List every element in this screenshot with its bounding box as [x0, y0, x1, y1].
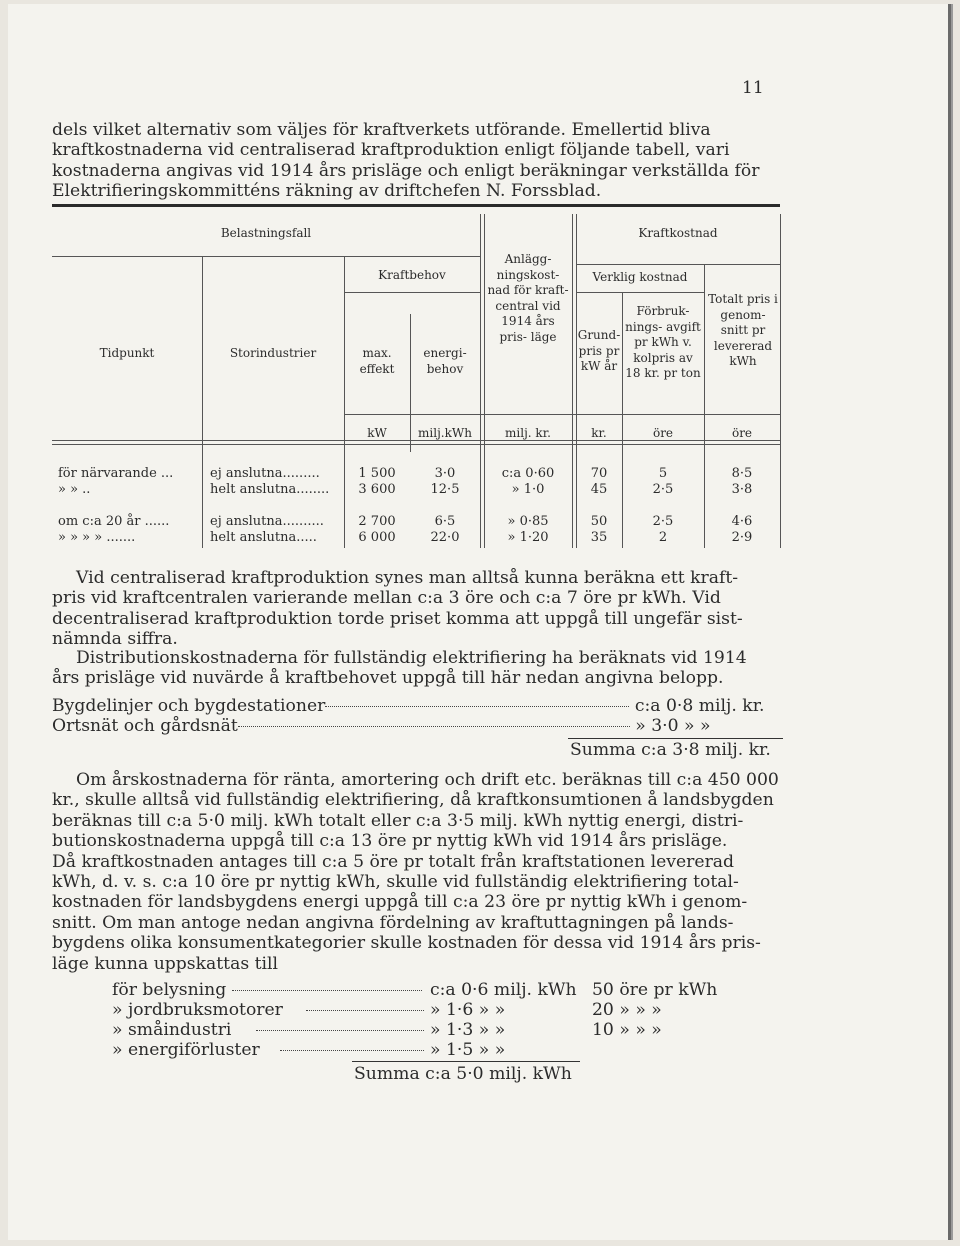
cell-energibehov: 12·5 [430, 482, 460, 497]
cell-storindustrier: ej anslutna......... [210, 466, 320, 481]
cell-storindustrier: ej anslutna.......... [210, 514, 324, 529]
cell-grundpris: 50 [590, 514, 608, 529]
header-verklig-kostnad: Verklig kostnad [592, 270, 688, 284]
unit-milj-kwh: milj.kWh [418, 426, 472, 440]
header-totalt-pris: Totalt pris i genom- snitt pr levererad kWh [708, 292, 778, 368]
text-line: beräknas till c:a 5·0 milj. kWh totalt eller c:a 3·5 milj. kWh nyttig energi, distri- [52, 810, 744, 831]
cell-totalt: 3·8 [731, 482, 753, 497]
text-line: Distributionskostnaderna för fullständig elektrifiering ha beräknats vid 1914 [76, 648, 747, 668]
header-energibehov: energi- behov [423, 346, 467, 376]
header-tidpunkt: Tidpunkt [99, 346, 155, 360]
cell-tidpunkt: » » .. [58, 482, 91, 497]
cell-anlaggning: » 0·85 [507, 514, 549, 529]
cell-tidpunkt: för närvarande ... [58, 466, 174, 481]
cell-grundpris: 35 [590, 530, 608, 545]
header-belastningsfall: Belastningsfall [220, 226, 312, 240]
cell-storindustrier: helt anslutna........ [210, 482, 330, 497]
cell-forbrukning: 2·5 [652, 482, 674, 497]
allocation-price: 20 » » » [592, 1000, 662, 1020]
unit-milj-kr: milj. kr. [505, 426, 551, 440]
paragraph-arskostnader [52, 770, 787, 974]
budget-value: » 3·0 » » [635, 716, 711, 736]
page-number: 11 [742, 78, 764, 98]
cost-table [52, 208, 782, 558]
text-line: Om årskostnaderna för ränta, amortering och drift etc. beräknas till c:a 450 000 [76, 770, 779, 790]
unit-kr: kr. [591, 426, 607, 440]
header-kraftbehov: Kraftbehov [378, 268, 446, 282]
unit-ore: öre [652, 426, 674, 440]
cell-max-effekt: 3 600 [358, 482, 396, 497]
allocation-summa: Summa c:a 5·0 milj. kWh [354, 1064, 572, 1084]
text-line: års prisläge vid nuvärde å kraftbehovet uppgå till här nedan angivna belopp. [52, 668, 724, 689]
paragraph-kraftpris [52, 568, 787, 650]
text-line: kraftkostnaderna vid centraliserad kraftproduktion enligt följande tabell, vari [52, 140, 730, 161]
text-line: Vid centraliserad kraftproduktion synes man alltså kunna beräkna ett kraft- [76, 568, 739, 588]
cell-totalt: 2·9 [731, 530, 753, 545]
cell-totalt: 8·5 [731, 466, 753, 481]
cell-anlaggning: » 1·0 [511, 482, 545, 497]
text-line: Elektrifieringskommitténs räkning av driftchefen N. Forssblad. [52, 181, 602, 202]
cell-max-effekt: 1 500 [358, 466, 396, 481]
allocation-amount: c:a 0·6 milj. kWh [430, 980, 577, 1000]
cell-grundpris: 45 [590, 482, 608, 497]
text-line: dels vilket alternativ som väljes för kraftverkets utförande. Emellertid bliva [52, 120, 711, 140]
budget-summa: Summa c:a 3·8 milj. kr. [570, 740, 771, 760]
table-top-rule [52, 204, 780, 207]
allocation-label: » småindustri [112, 1020, 232, 1040]
allocation-price: 10 » » » [592, 1020, 662, 1040]
cell-max-effekt: 2 700 [358, 514, 396, 529]
budget-label: Ortsnät och gårdsnät [52, 716, 238, 736]
cell-anlaggning: » 1·20 [507, 530, 549, 545]
budget-row [52, 716, 711, 736]
text-line: kostnaderna angivas vid 1914 års prisläge och enligt beräkningar verkställda för [52, 160, 760, 181]
unit-ore-total: öre [731, 426, 753, 440]
header-anlaggningskostnad: Anlägg- ningskost- nad för kraft- central vid 1914 års pris- läge [487, 252, 569, 344]
cell-energibehov: 22·0 [430, 530, 460, 545]
cell-anlaggning: c:a 0·60 [501, 466, 555, 481]
sum-rule [352, 1061, 580, 1062]
cell-grundpris: 70 [590, 466, 608, 481]
header-kraftkostnad: Kraftkostnad [638, 226, 718, 240]
cell-max-effekt: 6 000 [358, 530, 396, 545]
text-line: butionskostnaderna uppgå till c:a 13 öre pr nyttig kWh vid 1914 års prisläge. [52, 831, 728, 852]
paragraph-distribution [52, 648, 787, 689]
budget-value: c:a 0·8 milj. kr. [634, 696, 765, 716]
cell-energibehov: 3·0 [434, 466, 456, 481]
budget-label: Bygdelinjer och bygdestationer [52, 696, 326, 716]
cell-forbrukning: 5 [658, 466, 668, 481]
cell-tidpunkt: om c:a 20 år ...... [58, 514, 170, 529]
cell-energibehov: 6·5 [434, 514, 456, 529]
text-line: bygdens olika konsumentkategorier skulle kostnaden för dessa vid 1914 års pris- [52, 933, 761, 954]
unit-kw: kW [367, 426, 387, 440]
intro-paragraph [52, 120, 787, 202]
header-grundpris: Grund- pris pr kW år [577, 328, 621, 373]
cell-forbrukning: 2 [658, 530, 668, 545]
text-line: nämnda siffra. [52, 629, 178, 650]
text-line: pris vid kraftcentralen varierande mellan c:a 3 öre och c:a 7 öre pr kWh. Vid [52, 588, 721, 609]
allocation-amount: » 1·3 » » [430, 1020, 506, 1040]
allocation-label: » jordbruksmotorer [112, 1000, 283, 1020]
allocation-amount: » 1·5 » » [430, 1040, 506, 1060]
text-line: läge kunna uppskattas till [52, 953, 279, 974]
cell-storindustrier: helt anslutna..... [210, 530, 317, 545]
cell-forbrukning: 2·5 [652, 514, 674, 529]
sum-rule [568, 738, 783, 739]
allocation-price: 50 öre pr kWh [592, 980, 718, 1000]
header-storindustrier: Storindustrier [229, 346, 317, 360]
text-line: decentraliserad kraftproduktion torde priset komma att uppgå till ungefär sist- [52, 608, 743, 629]
text-line: kWh, d. v. s. c:a 10 öre pr nyttig kWh, skulle vid fullständig elektrifiering total- [52, 872, 739, 893]
text-line: kr., skulle alltså vid fullständig elektrifiering, då kraftkonsumtionen å landsbygden [52, 790, 774, 811]
cell-tidpunkt: » » » » ....... [58, 530, 136, 545]
header-max-effekt: max. effekt [359, 346, 395, 376]
allocation-label: för belysning [112, 980, 227, 1000]
text-line: kostnaden för landsbygdens energi uppgå till c:a 23 öre pr nyttig kWh i genom- [52, 892, 748, 913]
header-forbrukningsavgift: Förbruk- nings- avgift pr kWh v. kolpris av 18 kr. pr ton [625, 304, 701, 380]
allocation-label: » energiförluster [112, 1040, 260, 1060]
cell-totalt: 4·6 [731, 514, 753, 529]
text-line: Då kraftkostnaden antages till c:a 5 öre pr totalt från kraftstationen levererad [52, 851, 735, 872]
budget-row [52, 696, 765, 716]
text-line: snitt. Om man antoge nedan angivna fördelning av kraftuttagningen på lands- [52, 912, 734, 933]
allocation-amount: » 1·6 » » [430, 1000, 506, 1020]
